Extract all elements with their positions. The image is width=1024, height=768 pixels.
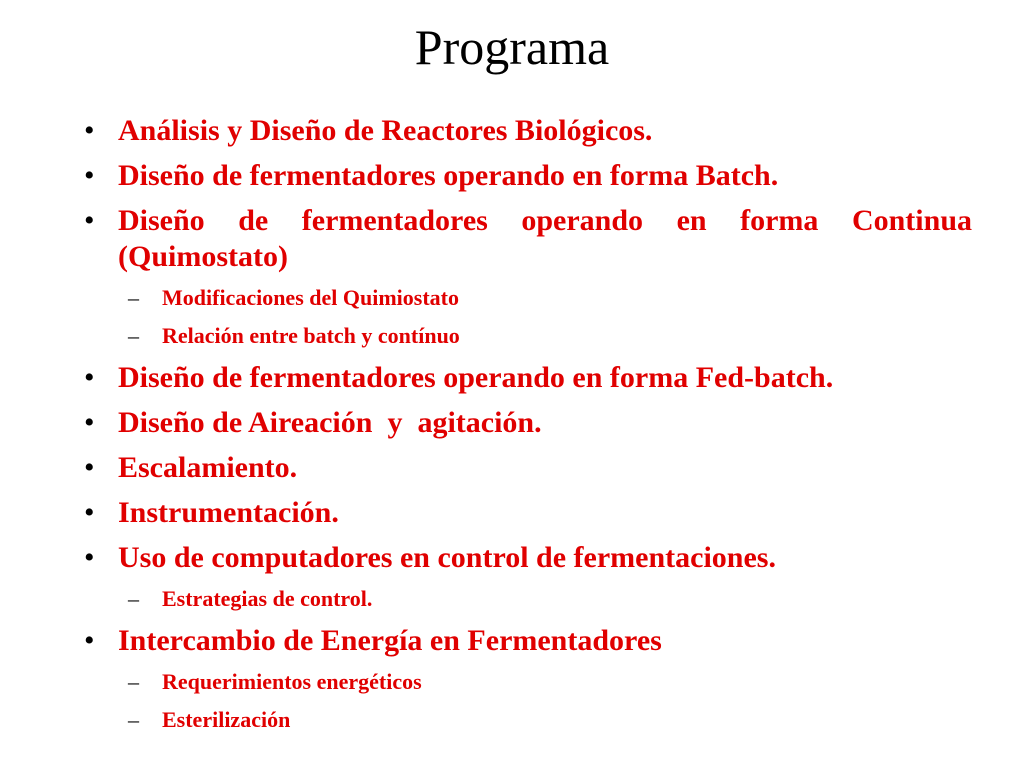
list-item [84, 203, 972, 275]
list-item-text: Diseño de Aireación y agitación. [118, 406, 542, 439]
sub-list-item [84, 322, 972, 350]
sub-list-item [84, 668, 972, 696]
sub-list-item [84, 585, 972, 613]
list-item [84, 158, 972, 194]
sub-list-item-text: Requerimientos energéticos [162, 669, 422, 694]
bullet-marker: • [84, 451, 95, 484]
bullet-marker: • [84, 624, 95, 657]
bullet-marker: • [84, 114, 95, 147]
list-item [84, 540, 972, 576]
dash-marker: – [128, 323, 139, 348]
bullet-marker: • [84, 159, 95, 192]
list-item-text-line-2: (Quimostato) [118, 240, 288, 273]
sub-list-item-text: Esterilización [162, 707, 291, 732]
bullet-marker: • [84, 406, 95, 439]
list-item-text: Diseño de fermentadores operando en forma Fed-batch. [118, 361, 834, 394]
list-item-text: Instrumentación. [118, 496, 339, 529]
bullet-list [84, 113, 972, 744]
list-item-text: Uso de computadores en control de fermentaciones. [118, 541, 776, 574]
bullet-marker: • [84, 204, 95, 237]
list-item [84, 113, 972, 149]
list-item [84, 495, 972, 531]
sub-list-item [84, 706, 972, 734]
list-item [84, 450, 972, 486]
sub-list-item-text: Estrategias de control. [162, 586, 373, 611]
dash-marker: – [128, 586, 139, 611]
bullet-marker: • [84, 361, 95, 394]
list-item-text: Intercambio de Energía en Fermentadores [118, 624, 662, 657]
list-item [84, 623, 972, 659]
dash-marker: – [128, 285, 139, 310]
sub-list-item-text: Relación entre batch y contínuo [162, 323, 460, 348]
list-item-text: Escalamiento. [118, 451, 298, 484]
list-item-text-line-1: Diseño de fermentadores operando en forma Continua [118, 204, 972, 237]
dash-marker: – [128, 707, 139, 732]
bullet-marker: • [84, 496, 95, 529]
sub-list-item-text: Modificaciones del Quimiostato [162, 285, 459, 310]
sub-list-item [84, 284, 972, 312]
list-item [84, 405, 972, 441]
slide-title: Programa [414, 19, 610, 75]
dash-marker: – [128, 669, 139, 694]
list-item-text: Diseño de fermentadores operando en forma Batch. [118, 159, 779, 192]
list-item-text: Análisis y Diseño de Reactores Biológicos. [118, 114, 653, 147]
bullet-marker: • [84, 541, 95, 574]
list-item [84, 360, 972, 396]
